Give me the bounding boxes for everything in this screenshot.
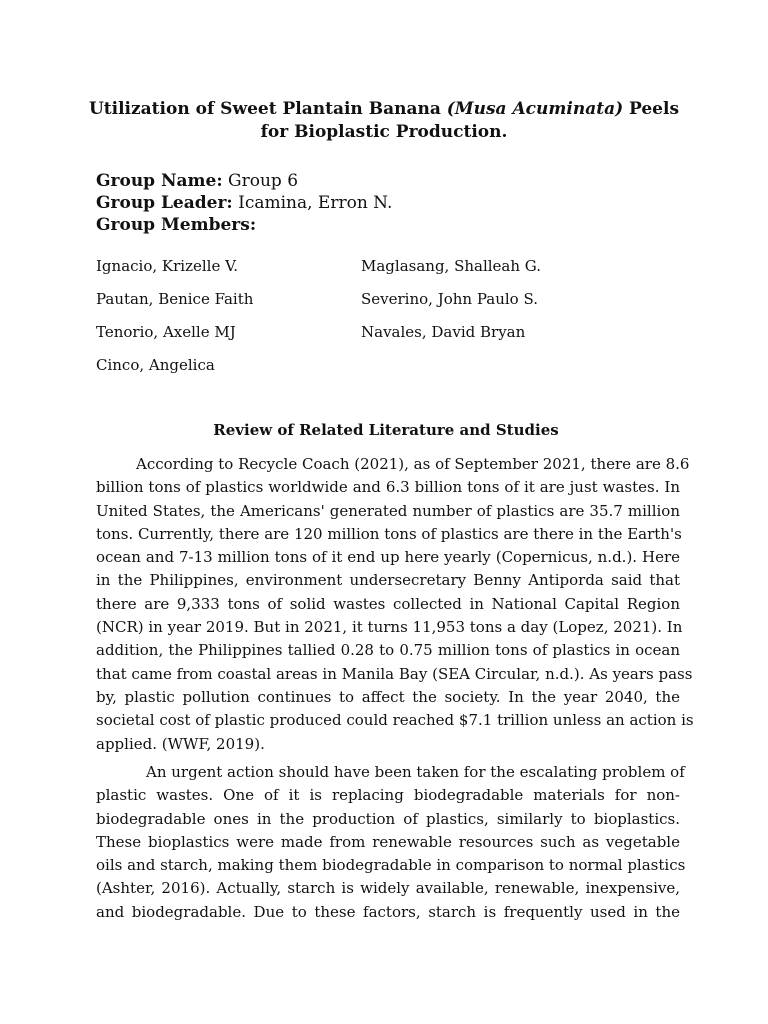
group-name-label: Group Name:	[96, 171, 223, 191]
paragraph-1-line: in the Philippines, environment undersecretary Benny Antiporda said that	[96, 571, 680, 590]
section-heading: Review of Related Literature and Studies	[213, 421, 559, 439]
paragraph-2-line: and biodegradable. Due to these factors, starch is frequently used in the	[96, 902, 680, 921]
paragraph-2-line: oils and starch, making them biodegradable in comparison to normal plastics	[96, 856, 686, 875]
paragraph-1-line: ocean and 7-13 million tons of it end up here yearly (Copernicus, n.d.). Here	[96, 548, 680, 567]
paragraph-1-line: addition, the Philippines tallied 0.28 to 0.75 million tons of plastics in ocean	[96, 641, 680, 660]
title-line-1	[80, 98, 688, 121]
paragraph-1-line: billion tons of plastics worldwide and 6.3 billion tons of it are just wastes. In	[96, 478, 680, 497]
paragraph-1-line: tons. Currently, there are 120 million tons of plastics are there in the Earth's	[96, 524, 682, 543]
paragraph-1-line: (NCR) in year 2019. But in 2021, it turns 11,953 tons a day (Lopez, 2021). In	[96, 618, 683, 637]
member-left-3: Tenorio, Axelle MJ	[96, 323, 236, 341]
group-members-row	[96, 214, 256, 236]
member-left-4: Cinco, Angelica	[96, 356, 215, 374]
paragraph-2-line: biodegradable ones in the production of plastics, similarly to bioplastics.	[96, 809, 680, 828]
paragraph-1-line: by, plastic pollution continues to affect the society. In the year 2040, the	[96, 687, 680, 706]
group-leader-label: Group Leader:	[96, 193, 233, 213]
paragraph-2-line: plastic wastes. One of it is replacing biodegradable materials for non-	[96, 786, 680, 805]
title-scientific-name: (Musa Acuminata)	[446, 99, 624, 119]
title-line-2: for Bioplastic Production.	[260, 122, 508, 142]
paragraph-1	[96, 453, 694, 756]
paragraph-1-line: there are 9,333 tons of solid wastes collected in National Capital Region	[96, 594, 680, 613]
group-members-label: Group Members:	[96, 215, 257, 235]
group-leader-row	[96, 192, 392, 214]
paragraph-2-line: (Ashter, 2016). Actually, starch is widely available, renewable, inexpensive,	[96, 879, 680, 898]
member-right-3: Navales, David Bryan	[361, 323, 526, 341]
group-name-value: Group 6	[222, 171, 299, 191]
paragraph-2-line: An urgent action should have been taken for the escalating problem of	[146, 763, 685, 781]
member-right-2: Severino, John Paulo S.	[361, 290, 538, 308]
member-left-2: Pautan, Benice Faith	[96, 290, 254, 308]
member-right-1: Maglasang, Shalleah G.	[361, 257, 542, 275]
paragraph-1-line: societal cost of plastic produced could reached $7.1 trillion unless an action is	[96, 711, 694, 730]
paragraph-2-line: These bioplastics were made from renewable resources such as vegetable	[96, 832, 680, 851]
title-text-start: Utilization of Sweet Plantain Banana	[88, 99, 447, 119]
paragraph-1-line: United States, the Americans' generated number of plastics are 35.7 million	[96, 501, 680, 520]
member-left-1: Ignacio, Krizelle V.	[96, 257, 239, 275]
paragraph-1-line: applied. (WWF, 2019).	[96, 734, 265, 753]
paragraph-1-line: that came from coastal areas in Manila Bay (SEA Circular, n.d.). As years pass	[96, 664, 693, 683]
document-title	[80, 98, 688, 144]
group-name-row	[96, 170, 298, 192]
title-text-end: Peels	[623, 99, 680, 119]
group-leader-value: Icamina, Erron N.	[232, 193, 393, 213]
paragraph-1-line: According to Recycle Coach (2021), as of September 2021, there are 8.6	[136, 455, 690, 473]
paragraph-2	[96, 761, 686, 924]
